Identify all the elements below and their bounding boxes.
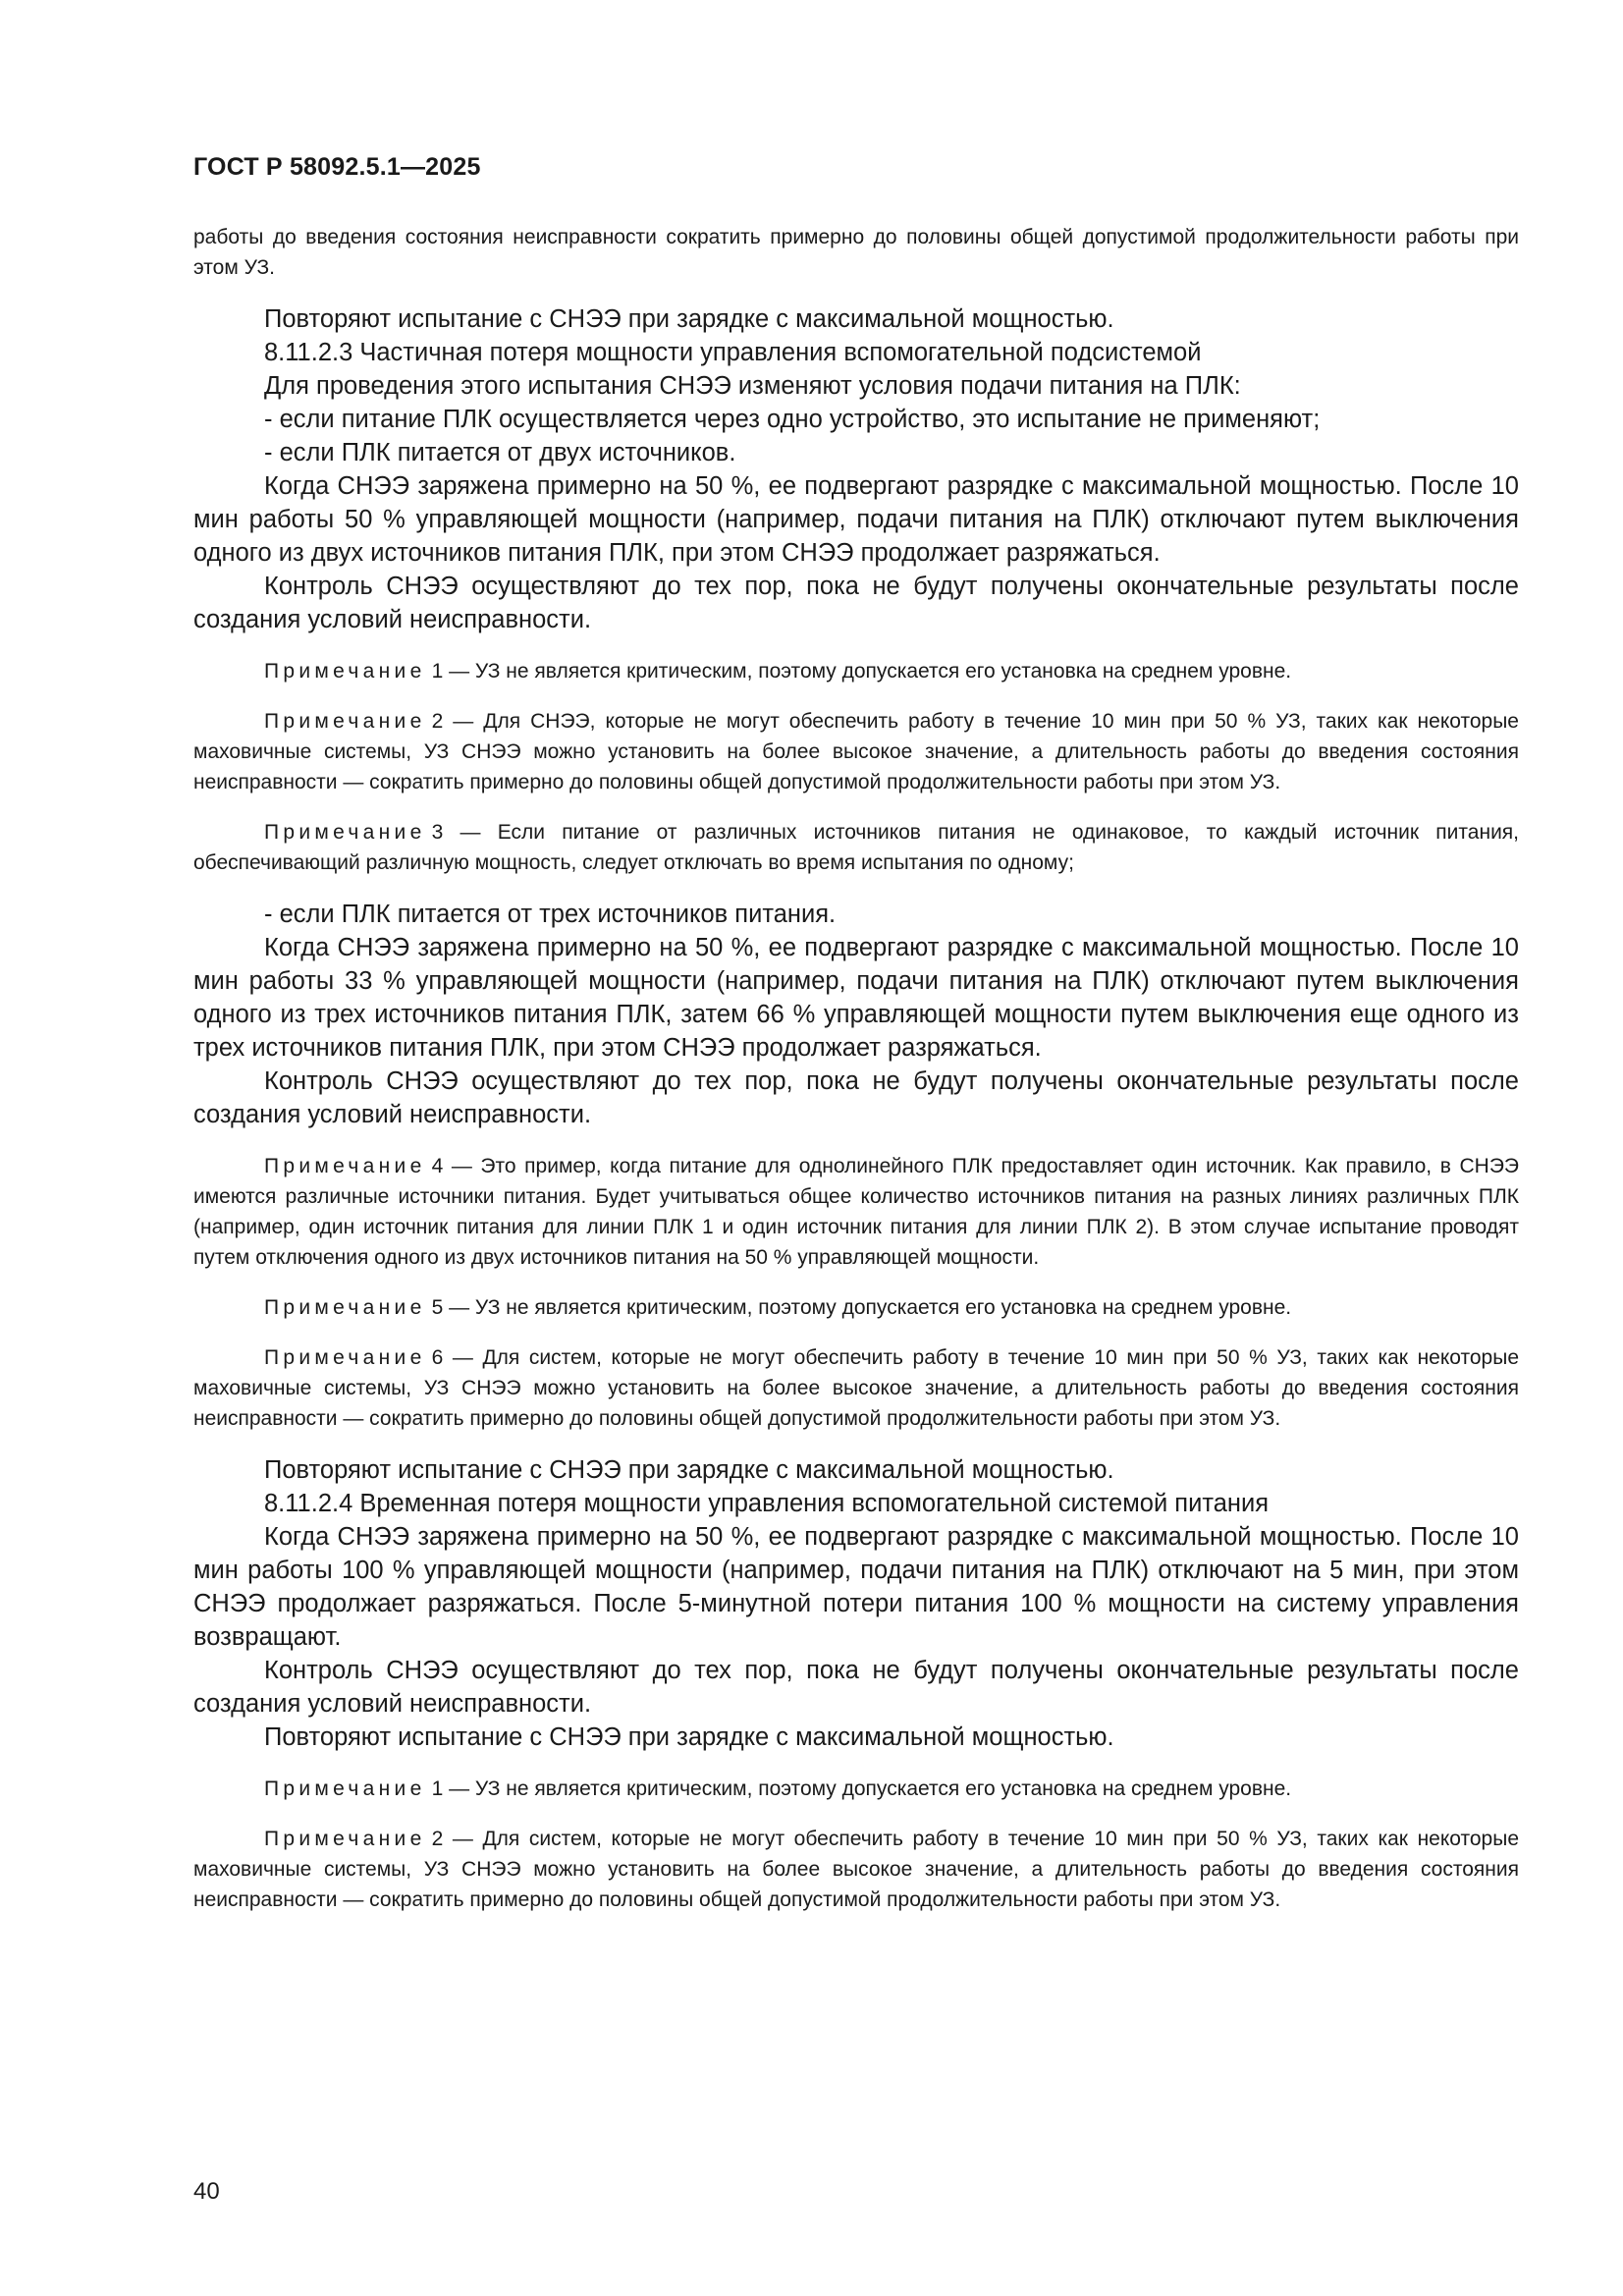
spacer <box>193 283 1519 302</box>
note-paragraph <box>193 1824 1519 1915</box>
note-paragraph <box>193 706 1519 797</box>
body-paragraph: Контроль СНЭЭ осуществляют до тех пор, пока не будут получены окончательные результаты после создания условий неисправности. <box>193 1067 1519 1128</box>
body-paragraph: - если питание ПЛК осуществляется через одно устройство, это испытание не применяют; <box>264 406 1321 433</box>
note-text: 3 — Если питание от различных источников питания не одинаковое, то каждый источник питания, обеспечивающий различную мощность, следует отключать во время испытания по одному; <box>193 821 1519 874</box>
note-paragraph <box>193 817 1519 878</box>
note-label: Примечание <box>264 1828 426 1850</box>
spacer <box>193 636 1519 656</box>
spacer <box>193 1804 1519 1824</box>
spacer <box>193 1131 1519 1151</box>
body-paragraph: 8.11.2.4 Временная потеря мощности управления вспомогательной системой питания <box>264 1490 1270 1517</box>
note-paragraph <box>193 1342 1519 1434</box>
note-paragraph <box>193 1774 1519 1804</box>
body-paragraph: Повторяют испытание с СНЭЭ при зарядке с максимальной мощностью. <box>264 1456 1114 1484</box>
continued-paragraph: работы до введения состояния неисправности сократить примерно до половины общей допустимой продолжительности работы при этом УЗ. <box>193 226 1519 279</box>
note-text: 6 — Для систем, которые не могут обеспечить работу в течение 10 мин при 50 % УЗ, таких как некоторые маховичные системы, УЗ СНЭЭ можно установить на более высокое значение, а длительность работы до введения состояния неисправности — сократить примерно до половины общей допустимой продолжительности работы при этом УЗ. <box>193 1346 1519 1430</box>
body-paragraph: Когда СНЭЭ заряжена примерно на 50 %, ее подвергают разрядке с максимальной мощностью. После 10 мин работы 50 % управляющей мощности (например, подачи питания на ПЛК) отключают путем выключения одного из двух источников питания ПЛК, при этом СНЭЭ продолжает разряжаться. <box>193 472 1519 567</box>
document-body <box>193 222 1519 1915</box>
body-paragraph: Когда СНЭЭ заряжена примерно на 50 %, ее подвергают разрядке с максимальной мощностью. После 10 мин работы 33 % управляющей мощности (например, подачи питания на ПЛК) отключают путем выключения одного из трех источников питания ПЛК, затем 66 % управляющей мощности путем выключения еще одного из трех источников питания ПЛК, при этом СНЭЭ продолжает разряжаться. <box>193 934 1519 1062</box>
body-paragraph: Повторяют испытание с СНЭЭ при зарядке с максимальной мощностью. <box>264 305 1114 333</box>
body-paragraph: Контроль СНЭЭ осуществляют до тех пор, пока не будут получены окончательные результаты после создания условий неисправности. <box>193 1657 1519 1718</box>
note-text: 1 — УЗ не является критическим, поэтому допускается его установка на среднем уровне. <box>431 1777 1292 1800</box>
note-paragraph <box>193 656 1519 686</box>
spacer <box>193 1273 1519 1292</box>
note-text: 2 — Для систем, которые не могут обеспечить работу в течение 10 мин при 50 % УЗ, таких как некоторые маховичные системы, УЗ СНЭЭ можно установить на более высокое значение, а длительность работы до введения состояния неисправности — сократить примерно до половины общей допустимой продолжительности работы при этом УЗ. <box>193 1828 1519 1911</box>
body-paragraph: Контроль СНЭЭ осуществляют до тех пор, пока не будут получены окончательные результаты после создания условий неисправности. <box>193 573 1519 633</box>
note-paragraph <box>193 1151 1519 1273</box>
note-text: 1 — УЗ не является критическим, поэтому допускается его установка на среднем уровне. <box>431 660 1292 683</box>
spacer <box>193 797 1519 817</box>
body-paragraph: Для проведения этого испытания СНЭЭ изменяют условия подачи питания на ПЛК: <box>264 372 1241 400</box>
body-paragraph: - если ПЛК питается от двух источников. <box>264 439 736 466</box>
note-label: Примечание <box>264 821 426 844</box>
note-paragraph <box>193 1292 1519 1323</box>
note-text: 5 — УЗ не является критическим, поэтому допускается его установка на среднем уровне. <box>431 1296 1292 1319</box>
spacer <box>193 686 1519 706</box>
body-paragraph: Повторяют испытание с СНЭЭ при зарядке с максимальной мощностью. <box>264 1723 1114 1751</box>
note-label: Примечание <box>264 1777 426 1800</box>
page-number: 40 <box>193 2178 220 2205</box>
note-label: Примечание <box>264 1155 426 1177</box>
spacer <box>193 1434 1519 1453</box>
note-label: Примечание <box>264 1296 426 1319</box>
document-header: ГОСТ Р 58092.5.1—2025 <box>193 153 481 181</box>
spacer <box>193 1754 1519 1774</box>
note-label: Примечание <box>264 660 426 683</box>
note-text: 2 — Для СНЭЭ, которые не могут обеспечить работу в течение 10 мин при 50 % УЗ, таких как некоторые маховичные системы, УЗ СНЭЭ можно установить на более высокое значение, а длительность работы до введения состояния неисправности — сократить примерно до половины общей допустимой продолжительности работы при этом УЗ. <box>193 710 1519 793</box>
note-text: 4 — Это пример, когда питание для однолинейного ПЛК предоставляет один источник. Как правило, в СНЭЭ имеются различные источники питания. Будет учитываться общее количество источников питания на разных линиях различных ПЛК (например, один источник питания для линии ПЛК 1 и один источник питания для линии ПЛК 2). В этом случае испытание проводят путем отключения одного из двух источников питания на 50 % управляющей мощности. <box>193 1155 1519 1269</box>
note-label: Примечание <box>264 710 426 733</box>
body-paragraph: - если ПЛК питается от трех источников питания. <box>264 901 837 928</box>
body-paragraph: 8.11.2.3 Частичная потеря мощности управления вспомогательной подсистемой <box>264 339 1202 366</box>
spacer <box>193 878 1519 898</box>
spacer <box>193 1323 1519 1342</box>
body-paragraph: Когда СНЭЭ заряжена примерно на 50 %, ее подвергают разрядке с максимальной мощностью. После 10 мин работы 100 % управляющей мощности (например, подачи питания на ПЛК) отключают на 5 мин, при этом СНЭЭ продолжает разряжаться. После 5-минутной потери питания 100 % мощности на систему управления возвращают. <box>193 1523 1519 1651</box>
note-label: Примечание <box>264 1346 426 1369</box>
